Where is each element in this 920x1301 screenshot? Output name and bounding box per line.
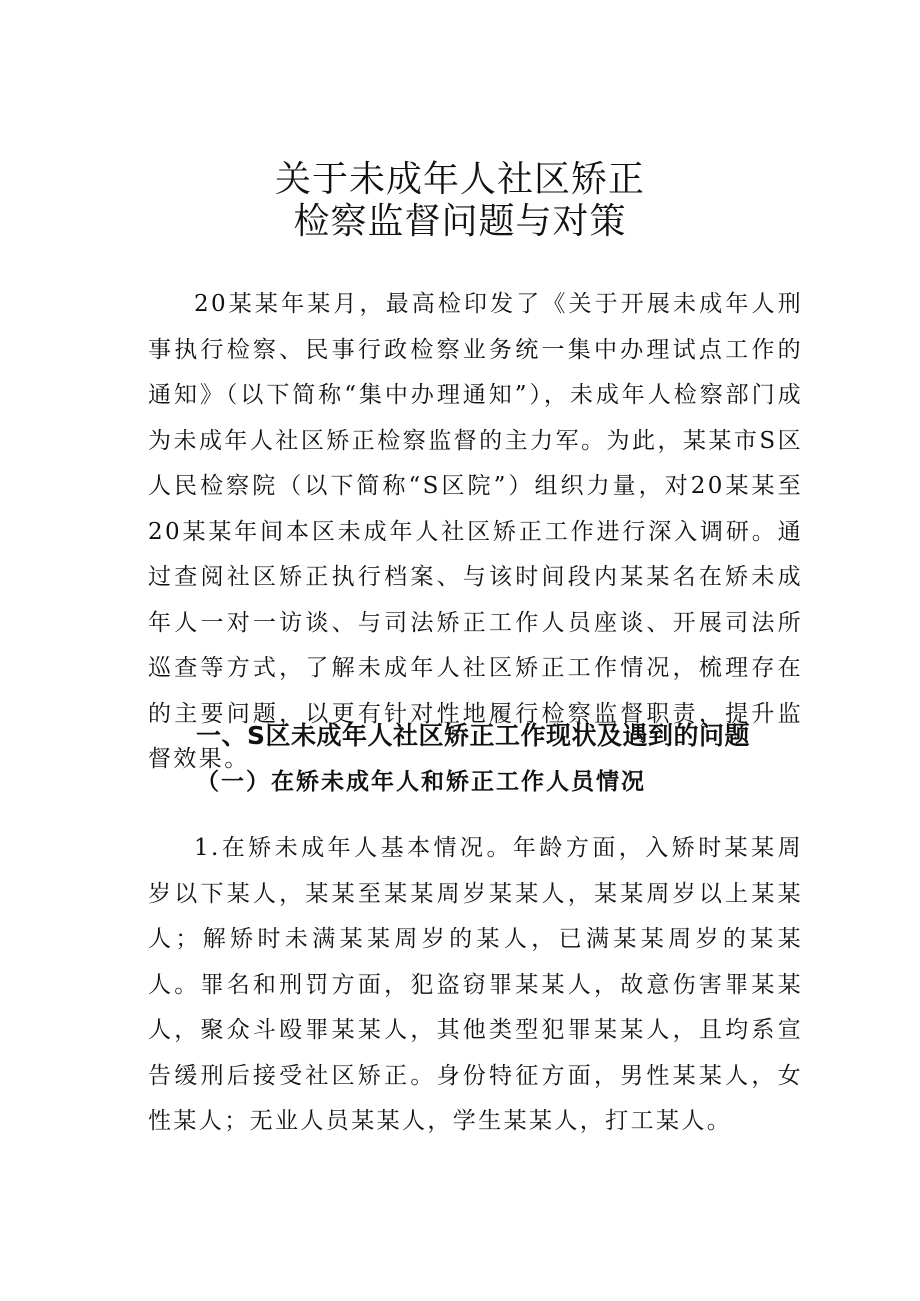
- intro-paragraph: 20某某年某月，最高检印发了《关于开展未成年人刑事执行检察、民事行政检察业务统一集中办理试点工作的通知》（以下简称“集中办理通知”），未成年人检察部门成为未成年人社区矫正检察监督的主力军。为此，某某市S区人民检察院（以下简称“S区院”）组织力量，对20某某至20某某年间本区未成年人社区矫正工作进行深入调研。通过查阅社区矫正执行档案、与该时间段内某某名在矫未成年人一对一访谈、与司法矫正工作人员座谈、开展司法所巡查等方式，了解未成年人社区矫正工作情况，梳理存在的主要问题，以更有针对性地履行检察监督职责，提升监督效果。: [148, 291, 803, 772]
- body-paragraph: 1.在矫未成年人基本情况。年龄方面，入矫时某某周岁以下某人，某某至某某周岁某某人，某某周岁以上某某人；解矫时未满某某周岁的某人，已满某某周岁的某某人。罪名和刑罚方面，犯盗窃罪某某人，故意伤害罪某某人，聚众斗殴罪某某人，其他类型犯罪某某人，且均系宣告缓刑后接受社区矫正。身份特征方面，男性某某人，女性某人；无业人员某某人，学生某某人，打工某人。: [148, 835, 803, 1134]
- title-line-2: 检察监督问题与对策: [293, 201, 627, 242]
- title-line-1: 关于未成年人社区矫正: [274, 159, 645, 200]
- subsection-heading: （一）在矫未成年人和矫正工作人员情况: [196, 768, 646, 795]
- section-heading: 一、S区未成年人社区矫正工作现状及遇到的问题: [196, 721, 751, 750]
